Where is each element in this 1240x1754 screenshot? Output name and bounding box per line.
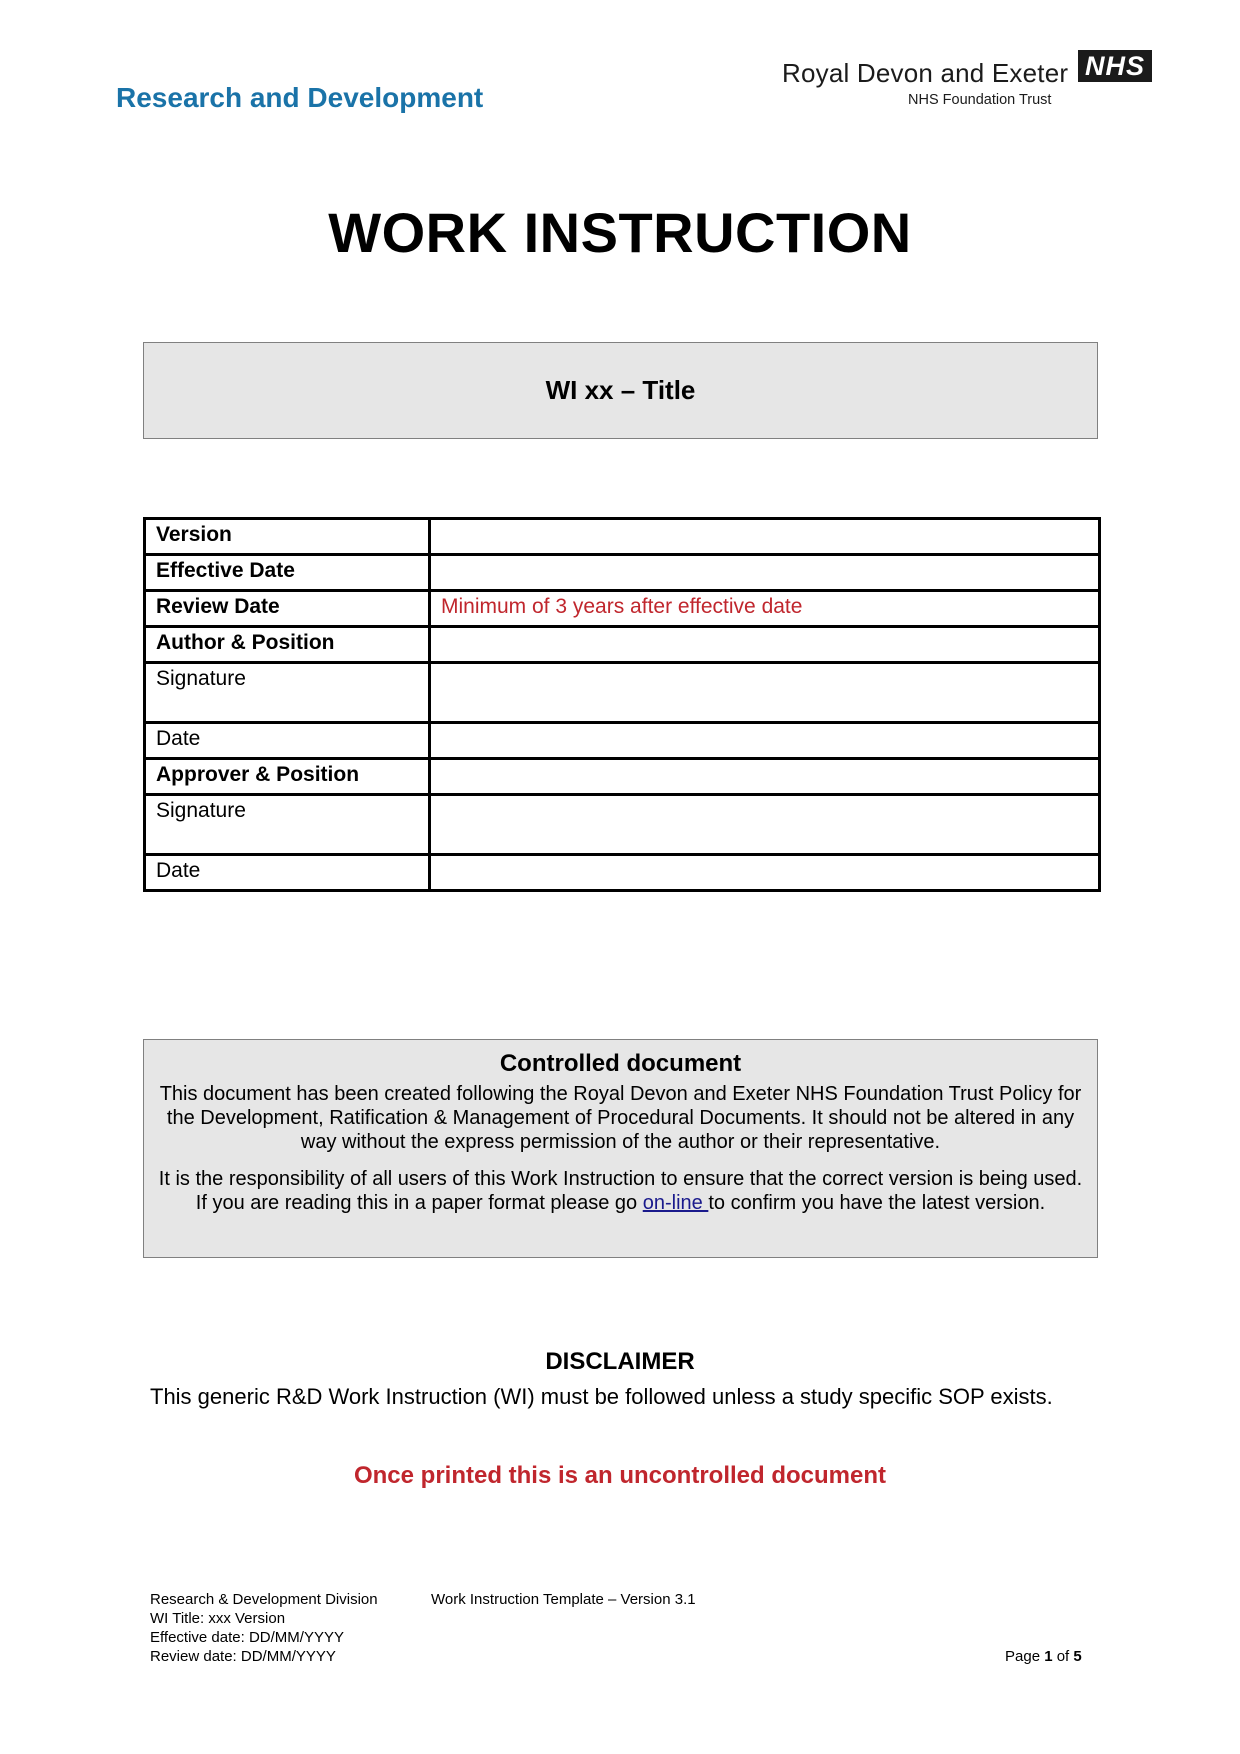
document-title: WORK INSTRUCTION — [328, 201, 912, 264]
page-total: 5 — [1073, 1648, 1082, 1665]
footer-review-date: Review date: DD/MM/YYYY — [150, 1648, 336, 1665]
approver-signature-value[interactable] — [430, 795, 1100, 855]
trust-subtitle: NHS Foundation Trust — [908, 92, 1052, 108]
page-label: Page — [1005, 1648, 1045, 1665]
approver-position-label: Approver & Position — [145, 759, 430, 795]
approver-date-value[interactable] — [430, 855, 1100, 891]
disclaimer-heading: DISCLAIMER — [545, 1348, 695, 1375]
controlled-document-paragraph: This document has been created following the Royal Devon and Exeter NHS Foundation Trust Policy for the Development, Ratification & Management of Procedural Documents. It should not be altered in any way without the express permission of the author or their representative. — [159, 1083, 1082, 1153]
trust-name: Royal Devon and Exeter — [782, 58, 1069, 88]
effective-date-label: Effective Date — [145, 555, 430, 591]
wi-title: WI xx – Title — [545, 375, 696, 405]
table-row — [145, 855, 1100, 891]
uncontrolled-warning: Once printed this is an uncontrolled document — [353, 1462, 887, 1489]
author-position-label: Author & Position — [145, 627, 430, 663]
version-text-after: to confirm you have the latest version. — [708, 1192, 1046, 1214]
footer-template-version: Work Instruction Template – Version 3.1 — [431, 1591, 696, 1608]
author-date-value[interactable] — [430, 723, 1100, 759]
wi-title-box — [143, 342, 1098, 439]
approver-signature-label: Signature — [145, 795, 430, 855]
table-row — [145, 723, 1100, 759]
online-link[interactable]: on-line — [642, 1192, 709, 1214]
approver-position-value[interactable] — [430, 759, 1100, 795]
author-date-label: Date — [145, 723, 430, 759]
footer-effective-date: Effective date: DD/MM/YYYY — [150, 1629, 344, 1646]
footer-wi-title: WI Title: xxx Version — [150, 1610, 286, 1627]
trust-logo — [782, 48, 1162, 110]
author-position-value[interactable] — [430, 627, 1100, 663]
effective-date-value[interactable] — [430, 555, 1100, 591]
page-number — [1005, 1647, 1082, 1666]
version-label: Version — [145, 519, 430, 555]
review-date-label: Review Date — [145, 591, 430, 627]
nhs-logo-icon: NHS — [1078, 50, 1152, 82]
author-signature-label: Signature — [145, 663, 430, 723]
version-text-before: It is the responsibility of all users of this Work Instruction to ensure that the correct version is being used. If you are reading this in a paper format please go — [158, 1168, 1083, 1214]
controlled-document-heading: Controlled document — [499, 1050, 742, 1077]
table-row — [145, 759, 1100, 795]
table-row — [145, 591, 1100, 627]
footer-division: Research & Development Division — [150, 1591, 378, 1608]
page-current: 1 — [1044, 1648, 1053, 1665]
table-row — [145, 555, 1100, 591]
review-date-value[interactable]: Minimum of 3 years after effective date — [430, 591, 1100, 627]
controlled-document-version-paragraph — [152, 1167, 1089, 1215]
table-row — [145, 627, 1100, 663]
table-row — [145, 795, 1100, 855]
document-details-table — [143, 517, 1101, 892]
disclaimer-text: This generic R&D Work Instruction (WI) must be followed unless a study specific SOP exists. — [150, 1384, 1053, 1409]
table-row — [145, 663, 1100, 723]
approver-date-label: Date — [145, 855, 430, 891]
controlled-document-box — [143, 1039, 1098, 1258]
table-row — [145, 519, 1100, 555]
version-value[interactable] — [430, 519, 1100, 555]
footer-left — [150, 1590, 378, 1666]
page-of: of — [1052, 1648, 1074, 1665]
author-signature-value[interactable] — [430, 663, 1100, 723]
department-heading: Research and Development — [116, 82, 484, 113]
